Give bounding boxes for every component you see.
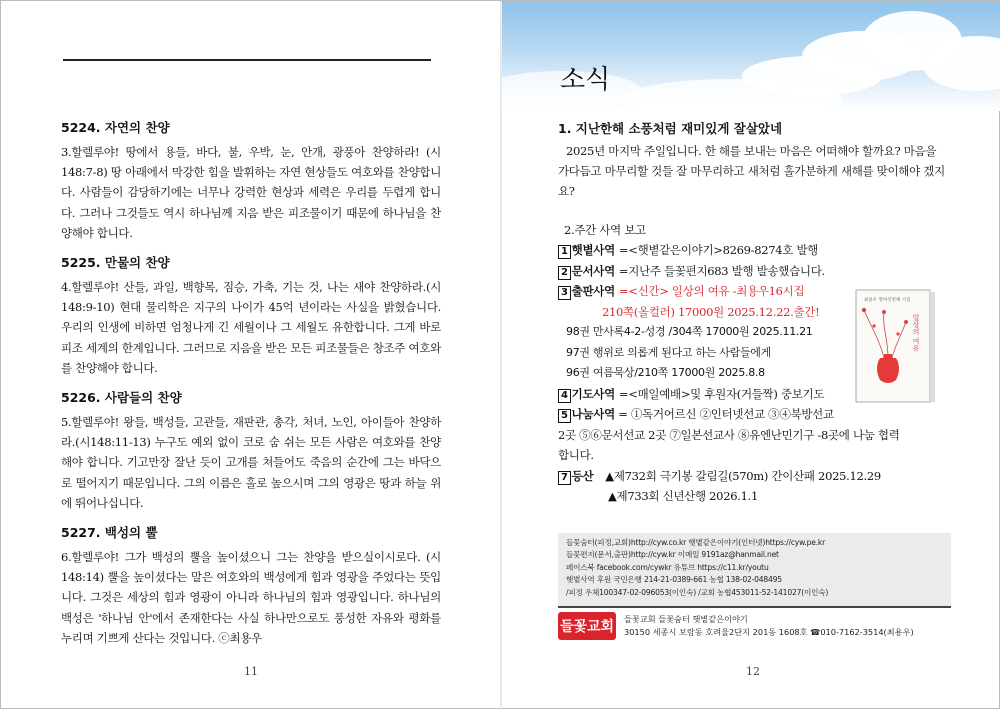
contact-info-box bbox=[558, 533, 951, 644]
devotion-sections bbox=[61, 118, 441, 658]
top-rule bbox=[63, 59, 431, 61]
new-book-notice: =<신간> 일상의 여유 -최용우16시집 bbox=[618, 284, 805, 299]
section-title: 5225. 만물의 찬양 bbox=[61, 255, 170, 271]
item-number-badge: 2 bbox=[558, 266, 571, 280]
item-number-badge: 4 bbox=[558, 389, 571, 403]
item-5-continued: 2곳 ⑤⑥문서선교 2곳 ⑦일본선교사 ⑧유엔난민기구 -8곳에 나눔 협력 bbox=[558, 427, 900, 442]
book-96: 96권 여름묵상/210쪽 17000원 2025.8.8 bbox=[566, 366, 765, 380]
contact-line: /피정 우체100347-02-096053(이인숙) /교회 농협453011-52-141027(이인숙) bbox=[566, 587, 829, 597]
church-names: 들꽃교회 들꽃숨터 햇볕같은이야기 bbox=[624, 614, 748, 624]
section1-body: 2025년 마지막 주일입니다. 한 해를 보내는 마음은 어떠해야 할까요? 마음을 가다듬고 마무리할 것들 잘 마무리하고 새처럼 홀가분하게 새해를 맞이해야 겠지요? bbox=[558, 144, 945, 199]
section-5227 bbox=[61, 523, 441, 648]
book-98: 98권 만사록4-2-성경 /304쪽 17000원 2025.11.21 bbox=[566, 325, 813, 339]
report-item-2 bbox=[558, 261, 948, 282]
section1-title: 1. 지난한해 소풍처럼 재미있게 잘살았네 bbox=[558, 121, 783, 136]
book-97: 97권 행위로 의롭게 된다고 하는 사람들에게 bbox=[566, 345, 771, 359]
church-address: 30150 세종시 보람동 호려울2단지 201동 1608호 ☎010-7162-3514(최용우) bbox=[624, 627, 914, 637]
section-title: 5227. 백성의 뿔 bbox=[61, 525, 158, 541]
section-body: 4.할렐루야! 산들, 과일, 백향목, 짐승, 가축, 기는 것, 나는 새야 찬양하라.(시148:9-10) 현대 물리학은 지구의 나이가 45억 년이라는 사실을 밝혔습니다. 우리의 인생에 비하면 엄청나게 긴 세월이나 그 세월도 유한합니다. 그게 바로 피조 세계의 한계입니다. 그러므로 지음을 받은 모든 피조물들은 창조주 여호와를 찬양해야 합니다. bbox=[61, 280, 441, 375]
contact-line: 페이스북 facebook.com/cywkr 유튜브 https://c11.kr/youtu bbox=[566, 562, 769, 572]
item-text: =지난주 들꽃편지683 발행 발송했습니다. bbox=[618, 263, 825, 278]
contact-line: 들꽃편지(문서,출판)http://cyw.kr 이메일 9191az@hanmail.net bbox=[566, 550, 779, 560]
item-text: = ①독거어르신 ②인터넷선교 ③④북방선교 bbox=[614, 407, 834, 422]
item-label: 햇볕사역 bbox=[571, 243, 615, 258]
cloud-shape bbox=[622, 79, 842, 119]
section-title: 5226. 사람들의 찬양 bbox=[61, 390, 182, 406]
section-body: 5.할렐루야! 왕들, 백성들, 고관들, 재판관, 총각, 처녀, 노인, 아이들아 찬양하라.(시148:11-13) 누구도 예외 없이 코로 숨 쉬는 모든 사람은 여호와를 찬양해야 합니다. 기고만장 잘난 듯이 고개를 쳐들어도 죽음의 순간에 그는 바닥으로 떨어지기 때문입니다. 그의 이름은 홀로 높으시며 그의 영광은 땅과 하늘 위에 뛰어나십니다. bbox=[61, 415, 441, 510]
report-item-7 bbox=[558, 466, 948, 487]
section-title: 5224. 자연의 찬양 bbox=[61, 120, 170, 135]
item-number-badge: 5 bbox=[558, 409, 571, 423]
contact-line: 햇볕사역 후원 국민은행 214-21-0389-661 농협 138-02-048495 bbox=[566, 575, 782, 585]
book-cover-image bbox=[854, 288, 936, 406]
page-number-right: 12 bbox=[746, 665, 760, 678]
hike-733: ▲제733회 신년산행 2026.1.1 bbox=[608, 489, 758, 504]
section-body: 6.할렐루야! 그가 백성의 뿔을 높이셨으니 그는 찬양을 받으실이시로다. (시148:14) 뿔을 높이셨다는 말은 여호와의 백성에게 힘과 영광을 주었다는 뜻입니다. 그것은 세상의 힘과 영광이 아니라 하나님의 힘과 영광입니다. 하나님의 백성은 '하나님 안'에서 존재한다는 사실 하나만으로도 풍성한 자유와 평화를 누리며 기쁘게 산다는 것입니다. ⓒ최용우 bbox=[61, 550, 441, 645]
book-cover-title: 일상의 여유 bbox=[912, 314, 920, 352]
church-logo: 들꽃교회 bbox=[558, 612, 616, 640]
page-number-left: 11 bbox=[244, 665, 258, 678]
section-5226 bbox=[61, 388, 441, 513]
item-label: 문서사역 bbox=[571, 263, 615, 278]
contact-line: 들꽃숨터(피정,교회)http://cyw.co.kr 햇볕같은이야기(인터넷)https://cyw.pe.kr bbox=[566, 538, 826, 547]
item-label: 출판사역 bbox=[571, 284, 615, 299]
item-label: 나눔사역 bbox=[571, 407, 615, 422]
contact-details bbox=[558, 533, 951, 606]
report-item-1 bbox=[558, 240, 948, 261]
item-5-continued-end: 합니다. bbox=[558, 448, 594, 463]
item-number-badge: 1 bbox=[558, 245, 571, 259]
new-book-details: 210쪽(올컬러) 17000원 2025.12.22.출간! bbox=[602, 304, 820, 319]
item-number-badge: 7 bbox=[558, 471, 571, 485]
section-5225 bbox=[61, 253, 441, 378]
right-page bbox=[502, 1, 1000, 710]
report-item-5 bbox=[558, 404, 948, 425]
item-label: 등산 bbox=[571, 468, 594, 483]
church-info bbox=[558, 606, 951, 644]
item-label: 기도사역 bbox=[571, 386, 615, 401]
item-number-badge: 3 bbox=[558, 286, 571, 300]
section-body: 3.할렐루야! 땅에서 용들, 바다, 불, 우박, 눈, 안개, 광풍아 찬양하라! (시148:7-8) 땅 아래에서 막강한 힘을 발휘하는 자연 현상들도 여호와를 찬양합니다. 사람들이 감당하기에는 너무나 강력한 현상과 세력은 우리를 두렵게 합니다. 그러나 그것들도 역시 하나님께 지음 받은 피조물이기 때문에 하나님을 찬양해야 합니다. bbox=[61, 145, 441, 240]
hike-732: ▲제732회 극기봉 갈림길(570m) 간이산패 2025.12.29 bbox=[605, 468, 881, 483]
news-heading: 소식 bbox=[560, 65, 611, 95]
left-page bbox=[1, 1, 500, 710]
book-cover-author: 최용우 열여섯번째 시집 bbox=[864, 298, 911, 303]
section-5224 bbox=[61, 118, 441, 243]
report-title: 2.주간 사역 보고 bbox=[564, 222, 646, 237]
item-text: =<매일예배>및 후원자(거들짝) 중보기도 bbox=[618, 386, 825, 401]
item-text: =<햇볕같은이야기>8269-8274호 발행 bbox=[618, 243, 819, 258]
